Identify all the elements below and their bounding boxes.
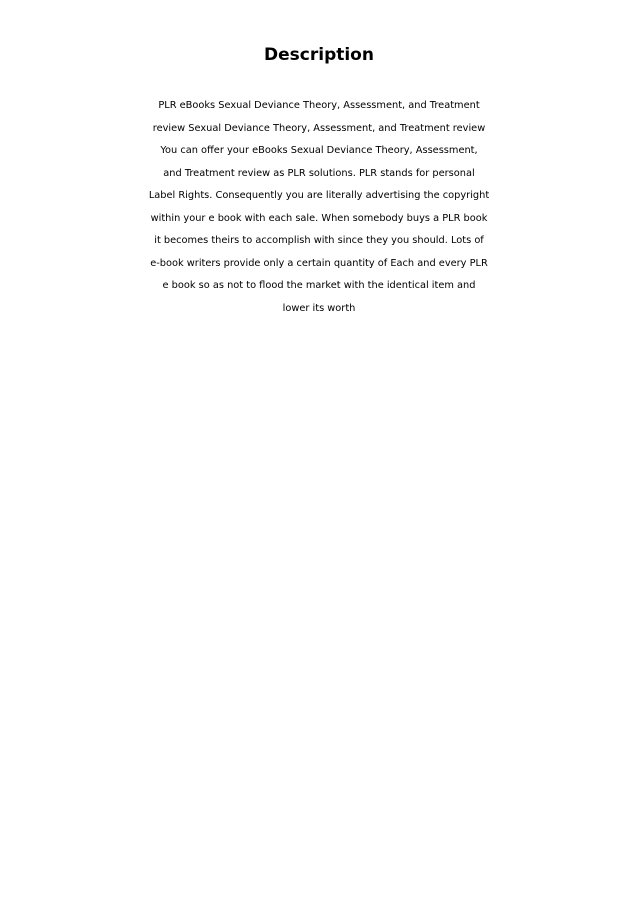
paragraph-line: Label Rights. Consequently you are literally advertising the copyright bbox=[148, 190, 490, 201]
paragraph-line: and Treatment review as PLR solutions. PLR stands for personal bbox=[163, 167, 475, 179]
paragraph-line: review Sexual Deviance Theory, Assessment, and Treatment review bbox=[152, 122, 486, 134]
paragraph-line: e book so as not to flood the market with the identical item and bbox=[162, 280, 476, 291]
paragraph-line: within your e book with each sale. When somebody buys a PLR book bbox=[150, 212, 488, 224]
paragraph-line: it becomes theirs to accomplish with since they you should. Lots of bbox=[154, 235, 484, 246]
paragraph-line: PLR eBooks Sexual Deviance Theory, Assessment, and Treatment bbox=[158, 100, 480, 111]
paragraph-line: e-book writers provide only a certain quantity of Each and every PLR bbox=[150, 257, 488, 269]
paragraph-line: lower its worth bbox=[282, 302, 356, 314]
description-paragraph bbox=[0, 95, 638, 320]
paragraph-line: You can offer your eBooks Sexual Deviance Theory, Assessment, bbox=[160, 145, 478, 156]
page-title: Description bbox=[264, 45, 374, 65]
